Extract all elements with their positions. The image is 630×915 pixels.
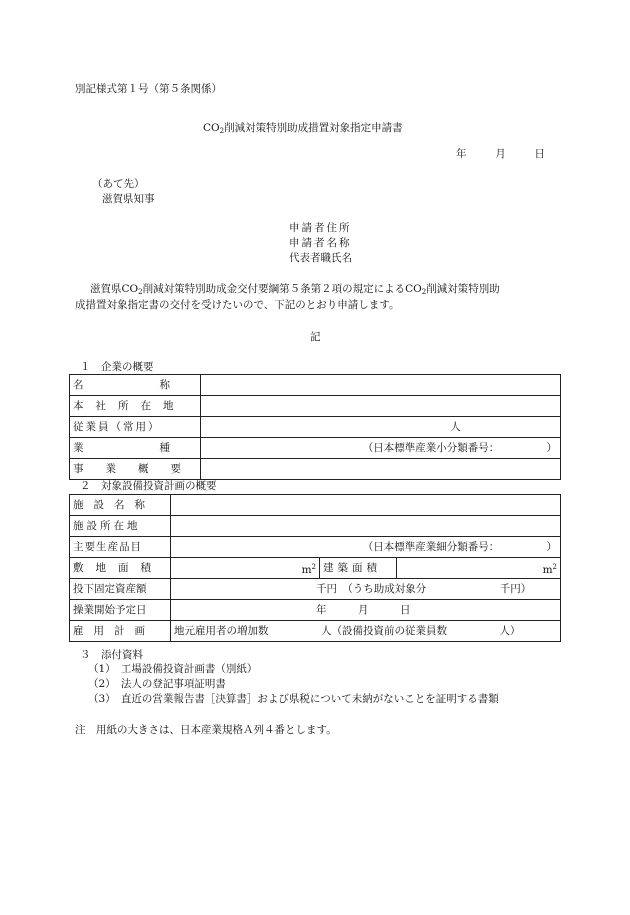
section1-heading: １ 企業の概要 (80, 361, 154, 373)
table-row (70, 537, 561, 558)
facility-name-cell[interactable] (171, 495, 561, 516)
label-employment (70, 621, 171, 642)
date-month: 月 (495, 148, 506, 160)
body-text-a: 滋賀県CO (90, 283, 139, 295)
row-label-hq (70, 396, 201, 417)
label-text: 名称 (73, 379, 246, 391)
label-text: 雇用計画 (73, 625, 155, 637)
product-code-text: （日本標準産業細分類番号： ） (362, 541, 558, 553)
attachment-item-3: （3） 直近の営業報告書［決算書］および県税について未納がないことを証明する書類 (88, 693, 499, 705)
label-text: 操業開始予定日 (73, 604, 147, 616)
table-row (70, 438, 561, 459)
table-row (70, 417, 561, 438)
label-text: 施設名称 (73, 499, 155, 511)
table-row (70, 396, 561, 417)
row-label-employees (70, 417, 201, 438)
product-cell[interactable] (171, 537, 561, 558)
label-text: 建築面積 (323, 562, 381, 574)
label-text: 敷地面積 (73, 562, 163, 574)
start-date-cell[interactable] (171, 600, 561, 621)
label-text: 事業概要 (73, 463, 203, 475)
title-pre: CO (203, 122, 220, 134)
title-sub: 2 (219, 127, 225, 135)
industry-code-text: （日本標準産業小分類番号： ） (362, 442, 557, 454)
label-text: 本社所在地 (73, 400, 186, 412)
site-area-cell[interactable] (171, 558, 320, 579)
building-area-unit-sup: 2 (552, 562, 558, 571)
section3-heading: ３ 添付資料 (80, 649, 143, 661)
label-fixed-assets (70, 579, 171, 600)
hq-value-cell[interactable] (201, 396, 561, 417)
label-site-area (70, 558, 171, 579)
body-sub-2: 2 (421, 288, 427, 296)
label-text: 投下固定資産額 (73, 583, 147, 595)
fixed-assets-cell[interactable] (171, 579, 561, 600)
row-label-industry (70, 438, 246, 459)
date-day: 日 (534, 148, 545, 160)
label-facility-location (70, 516, 171, 537)
label-text: 従業員（常用） (73, 421, 161, 433)
company-table (69, 374, 561, 480)
body-text-c: 削減対策特別助 (426, 283, 500, 295)
table-row (70, 495, 561, 516)
label-start-date (70, 600, 171, 621)
applicant-address: 申請者住所 (289, 222, 352, 234)
table-row (70, 516, 561, 537)
paper-size-note: 注 用紙の大きさは、日本産業規格Ａ列４番とします。 (75, 724, 337, 736)
facility-location-cell[interactable] (171, 516, 561, 537)
attachment-item-1: （1） 工場設備投資計画書（別紙） (88, 663, 258, 675)
ki-mark: 記 (310, 331, 321, 343)
table-row (70, 558, 561, 579)
table-row (70, 600, 561, 621)
document-title (203, 121, 403, 138)
label-building-area (320, 558, 397, 579)
body-line-2: 成措置対象指定書の交付を受けたいので、下記のとおり申請します。 (75, 299, 400, 311)
table-row (70, 579, 561, 600)
addressee-label: （あて先） (92, 178, 145, 190)
label-text: 主要生産品目 (73, 541, 142, 553)
attachment-item-2: （2） 法人の登記事項証明書 (88, 678, 226, 690)
investment-table (69, 494, 561, 642)
name-value-cell[interactable] (201, 375, 561, 396)
applicant-rep: 代表者職氏名 (289, 252, 352, 264)
employment-cell[interactable] (171, 621, 561, 642)
applicant-name: 申請者名称 (289, 237, 352, 249)
body-sub-1: 2 (138, 288, 143, 296)
employment-text: 地元雇用者の増加数 人（設備投資前の従業員数 人） (174, 625, 521, 637)
building-area-cell[interactable] (397, 558, 561, 579)
building-area-unit: m (542, 563, 553, 576)
date-line (456, 147, 545, 161)
label-facility-name (70, 495, 171, 516)
label-text: 業種 (73, 442, 246, 454)
table-row (70, 375, 561, 396)
table-row (70, 459, 561, 480)
form-label: 別記様式第１号（第５条関係） (75, 83, 222, 95)
site-area-unit: m (301, 563, 312, 576)
fixed-assets-text: 千円 （うち助成対象分 千円） (316, 583, 532, 595)
body-line-1 (90, 282, 500, 299)
body-text-b: 削減対策特別助成金交付要綱第５条第２項の規定によるCO (142, 283, 422, 295)
addressee-name: 滋賀県知事 (102, 193, 155, 205)
row-label-business (70, 459, 201, 480)
start-date-text: 年 月 日 (316, 604, 411, 616)
employees-value-cell[interactable] (201, 417, 561, 438)
site-area-unit-sup: 2 (311, 562, 316, 571)
label-product (70, 537, 171, 558)
row-label-name (70, 375, 246, 396)
date-year: 年 (456, 148, 467, 160)
table-row (70, 621, 561, 642)
industry-value-cell[interactable] (201, 438, 561, 459)
employees-unit: 人 (450, 421, 461, 433)
business-value-cell[interactable] (201, 459, 561, 480)
label-text: 施設所在地 (73, 520, 141, 532)
section2-heading: ２ 対象設備投資計画の概要 (80, 480, 217, 492)
title-post: 削減対策特別助成措置対象指定申請書 (224, 122, 403, 134)
